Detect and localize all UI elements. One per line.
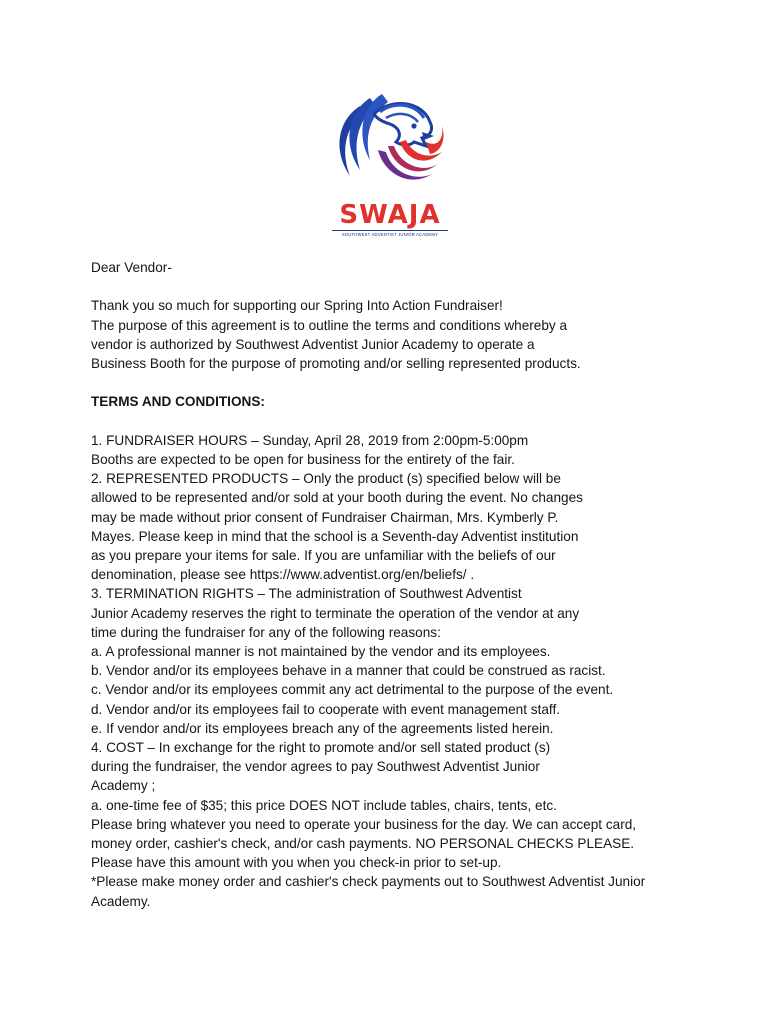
terms-line: money order, cashier's check, and/or cash payments. NO PERSONAL CHECKS PLEASE. <box>91 836 635 852</box>
intro-line: The purpose of this agreement is to outline the terms and conditions whereby a <box>91 317 568 333</box>
terms-line: 1. FUNDRAISER HOURS – Sunday, April 28, 2019 from 2:00pm-5:00pm <box>91 432 529 448</box>
terms-line: 3. TERMINATION RIGHTS – The administration of Southwest Adventist <box>91 586 522 602</box>
terms-line: Mayes. Please keep in mind that the school is a Seventh-day Adventist institution <box>91 528 579 544</box>
logo-wordmark: SWAJA <box>339 200 441 230</box>
letter-body <box>91 258 691 911</box>
terms-line: c. Vendor and/or its employees commit any act detrimental to the purpose of the event. <box>91 682 614 698</box>
intro-line: vendor is authorized by Southwest Adventist Junior Academy to operate a <box>91 336 535 352</box>
terms-line: as you prepare your items for sale. If you are unfamiliar with the beliefs of our <box>91 548 556 563</box>
terms-line: 4. COST – In exchange for the right to promote and/or sell stated product (s) <box>91 740 551 756</box>
spacer <box>91 277 691 296</box>
terms-line: Academy ; <box>91 778 156 794</box>
school-logo <box>330 88 450 238</box>
terms-line: during the fundraiser, the vendor agrees to pay Southwest Adventist Junior <box>91 759 540 775</box>
terms-heading: TERMS AND CONDITIONS: <box>91 394 265 410</box>
terms-line: may be made without prior consent of Fundraiser Chairman, Mrs. Kymberly P. <box>91 509 559 525</box>
terms-line: 2. REPRESENTED PRODUCTS – Only the product (s) specified below will be <box>91 471 561 487</box>
terms-line: *Please make money order and cashier's check payments out to Southwest Adventist Junior <box>91 874 646 890</box>
terms-line: denomination, please see https://www.adventist.org/en/beliefs/ . <box>91 567 475 583</box>
logo-subtitle: SOUTHWEST ADVENTIST JUNIOR ACADEMY <box>332 230 448 238</box>
terms-line: allowed to be represented and/or sold at your booth during the event. No changes <box>91 490 583 506</box>
terms-line: d. Vendor and/or its employees fail to cooperate with event management staff. <box>91 701 561 717</box>
spacer <box>91 412 691 431</box>
terms-line: Please have this amount with you when you check-in prior to set-up. <box>91 855 502 871</box>
terms-line: time during the fundraiser for any of the following reasons: <box>91 624 441 640</box>
terms-line: a. A professional manner is not maintained by the vendor and its employees. <box>91 644 551 660</box>
eagle-emblem-icon <box>330 88 450 200</box>
intro-line: Business Booth for the purpose of promoting and/or selling represented products. <box>91 356 581 371</box>
spacer <box>91 373 691 392</box>
terms-line: e. If vendor and/or its employees breach any of the agreements listed herein. <box>91 720 554 736</box>
terms-line: b. Vendor and/or its employees behave in a manner that could be construed as racist. <box>91 663 606 679</box>
terms-line: Booths are expected to be open for business for the entirety of the fair. <box>91 451 515 467</box>
greeting: Dear Vendor- <box>91 260 172 275</box>
terms-line: a. one-time fee of $35; this price DOES NOT include tables, chairs, tents, etc. <box>91 797 557 813</box>
terms-line: Academy. <box>91 893 151 909</box>
intro-line: Thank you so much for supporting our Spring Into Action Fundraiser! <box>91 298 503 314</box>
terms-line: Please bring whatever you need to operate your business for the day. We can accept card, <box>91 816 637 832</box>
terms-line: Junior Academy reserves the right to terminate the operation of the vendor at any <box>91 605 580 621</box>
